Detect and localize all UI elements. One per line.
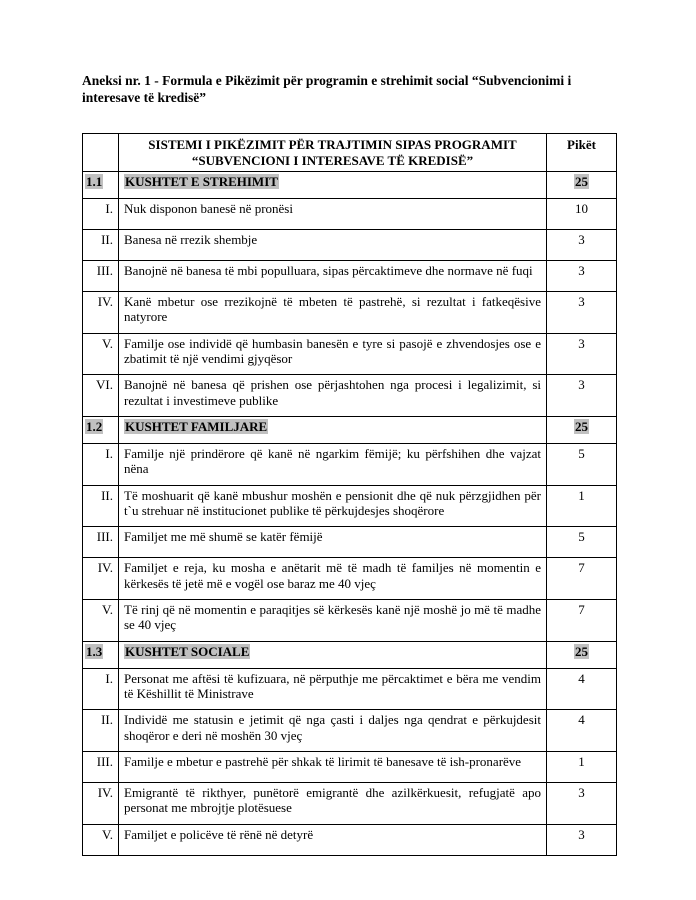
row-number-cell: III. <box>83 751 119 782</box>
row-points-cell: 3 <box>547 229 617 260</box>
row-number-cell: II. <box>83 710 119 752</box>
row-number-cell: III. <box>83 527 119 558</box>
highlighted-text: 25 <box>575 643 588 659</box>
row-points-cell <box>547 416 617 443</box>
table-row <box>83 751 617 782</box>
row-points-cell: 3 <box>547 260 617 291</box>
section-row <box>83 416 617 443</box>
row-description-cell: Kanë mbetur ose rrezikojnë të mbeten të pastrehë, si rezultat i fatkeqësive natyrore <box>119 291 547 333</box>
row-number-cell <box>83 641 119 668</box>
row-description-cell: Familjet e reja, ku mosha e anëtarit më të madh të familjes në momentin e kërkesës të jetë më e vogël ose baraz me 40 vjeç <box>119 558 547 600</box>
table-row <box>83 333 617 375</box>
section-row <box>83 171 617 198</box>
row-points-cell: 3 <box>547 824 617 855</box>
table-row <box>83 710 617 752</box>
highlighted-text: 1.2 <box>86 418 103 434</box>
row-number-cell: II. <box>83 229 119 260</box>
row-points-cell: 5 <box>547 527 617 558</box>
row-number-cell: I. <box>83 668 119 710</box>
row-points-cell: 1 <box>547 485 617 527</box>
row-points-cell: 3 <box>547 375 617 417</box>
table-row <box>83 198 617 229</box>
row-number-cell: IV. <box>83 782 119 824</box>
table-row <box>83 485 617 527</box>
row-number-cell: I. <box>83 198 119 229</box>
row-points-cell: 1 <box>547 751 617 782</box>
row-description-cell: Familjet e policëve të rënë në detyrë <box>119 824 547 855</box>
table-row <box>83 375 617 417</box>
row-number-cell: I. <box>83 443 119 485</box>
row-number-cell <box>83 171 119 198</box>
row-points-cell: 4 <box>547 710 617 752</box>
row-description-cell: Familje ose individë që humbasin banesën e tyre si pasojë e zhvendosjes ose e zbatimit të një vendimi gjyqësor <box>119 333 547 375</box>
row-number-cell: V. <box>83 599 119 641</box>
row-description-cell: Individë me statusin e jetimit që nga çasti i daljes nga qendrat e përkujdesit shoqëror e deri në moshën 30 vjeç <box>119 710 547 752</box>
row-description-cell: Nuk disponon banesë në pronësi <box>119 198 547 229</box>
row-number-cell: VI. <box>83 375 119 417</box>
row-description-cell: Personat me aftësi të kufizuara, në përputhje me përcaktimet e bëra me vendim të Këshillit të Ministrave <box>119 668 547 710</box>
highlighted-text: 1.1 <box>86 173 103 189</box>
row-description-cell: Emigrantë të rikthyer, punëtorë emigrantë dhe azilkërkuesit, refugjatë apo personat me mbrojtje plotësuese <box>119 782 547 824</box>
table-row <box>83 668 617 710</box>
row-number-cell: V. <box>83 333 119 375</box>
highlighted-text: KUSHTET FAMILJARE <box>125 418 268 434</box>
row-description-cell <box>119 171 547 198</box>
row-points-cell: 3 <box>547 782 617 824</box>
highlighted-text: KUSHTET E STREHIMIT <box>125 173 278 189</box>
highlighted-text: 1.3 <box>86 643 103 659</box>
table-row <box>83 229 617 260</box>
header-title-cell: SISTEMI I PIKËZIMIT PËR TRAJTIMIN SIPAS PROGRAMIT “SUBVENCIONI I INTERESAVE TË KREDISË” <box>119 134 547 172</box>
row-points-cell: 3 <box>547 333 617 375</box>
table-row <box>83 558 617 600</box>
row-description-cell: Banojnë në banesa që prishen ose përjashtohen nga procesi i legalizimit, si rezultat i investimeve publike <box>119 375 547 417</box>
header-number-cell <box>83 134 119 172</box>
row-points-cell <box>547 171 617 198</box>
table-row <box>83 260 617 291</box>
row-points-cell: 10 <box>547 198 617 229</box>
row-description-cell: Familje e mbetur e pastrehë për shkak të lirimit të banesave të ish-pronarëve <box>119 751 547 782</box>
header-points-cell: Pikët <box>547 134 617 172</box>
row-number-cell: III. <box>83 260 119 291</box>
row-number-cell: II. <box>83 485 119 527</box>
row-description-cell: Banesa në rrezik shembje <box>119 229 547 260</box>
row-points-cell: 5 <box>547 443 617 485</box>
row-points-cell: 7 <box>547 599 617 641</box>
row-description-cell: Familje një prindërore që kanë në ngarkim fëmijë; ku përfshihen dhe vajzat nëna <box>119 443 547 485</box>
table-row <box>83 599 617 641</box>
row-points-cell: 4 <box>547 668 617 710</box>
row-points-cell: 3 <box>547 291 617 333</box>
scoring-table <box>82 133 617 855</box>
highlighted-text: KUSHTET SOCIALE <box>125 643 250 659</box>
highlighted-text: 25 <box>575 173 588 189</box>
row-description-cell: Familjet me më shumë se katër fëmijë <box>119 527 547 558</box>
table-row <box>83 782 617 824</box>
row-description-cell <box>119 641 547 668</box>
row-number-cell <box>83 416 119 443</box>
section-row <box>83 641 617 668</box>
table-header-row <box>83 134 617 172</box>
row-description-cell: Banojnë në banesa të mbi populluara, sipas përcaktimeve dhe normave në fuqi <box>119 260 547 291</box>
table-row <box>83 824 617 855</box>
row-number-cell: IV. <box>83 558 119 600</box>
row-description-cell <box>119 416 547 443</box>
table-row <box>83 443 617 485</box>
row-points-cell: 7 <box>547 558 617 600</box>
document-title: Aneksi nr. 1 - Formula e Pikëzimit për programin e strehimit social “Subvencionimi i interesave të kredisë” <box>82 73 572 106</box>
highlighted-text: 25 <box>575 418 588 434</box>
row-description-cell: Të rinj që në momentin e paraqitjes së kërkesës kanë një moshë jo më të madhe se 40 vjeç <box>119 599 547 641</box>
table-row <box>83 291 617 333</box>
row-number-cell: V. <box>83 824 119 855</box>
row-number-cell: IV. <box>83 291 119 333</box>
row-description-cell: Të moshuarit që kanë mbushur moshën e pensionit dhe që nuk përzgjidhen për t`u strehuar në institucionet publike të përkujdesjes shoqërore <box>119 485 547 527</box>
table-row <box>83 527 617 558</box>
score-table-body <box>83 171 617 855</box>
row-points-cell <box>547 641 617 668</box>
